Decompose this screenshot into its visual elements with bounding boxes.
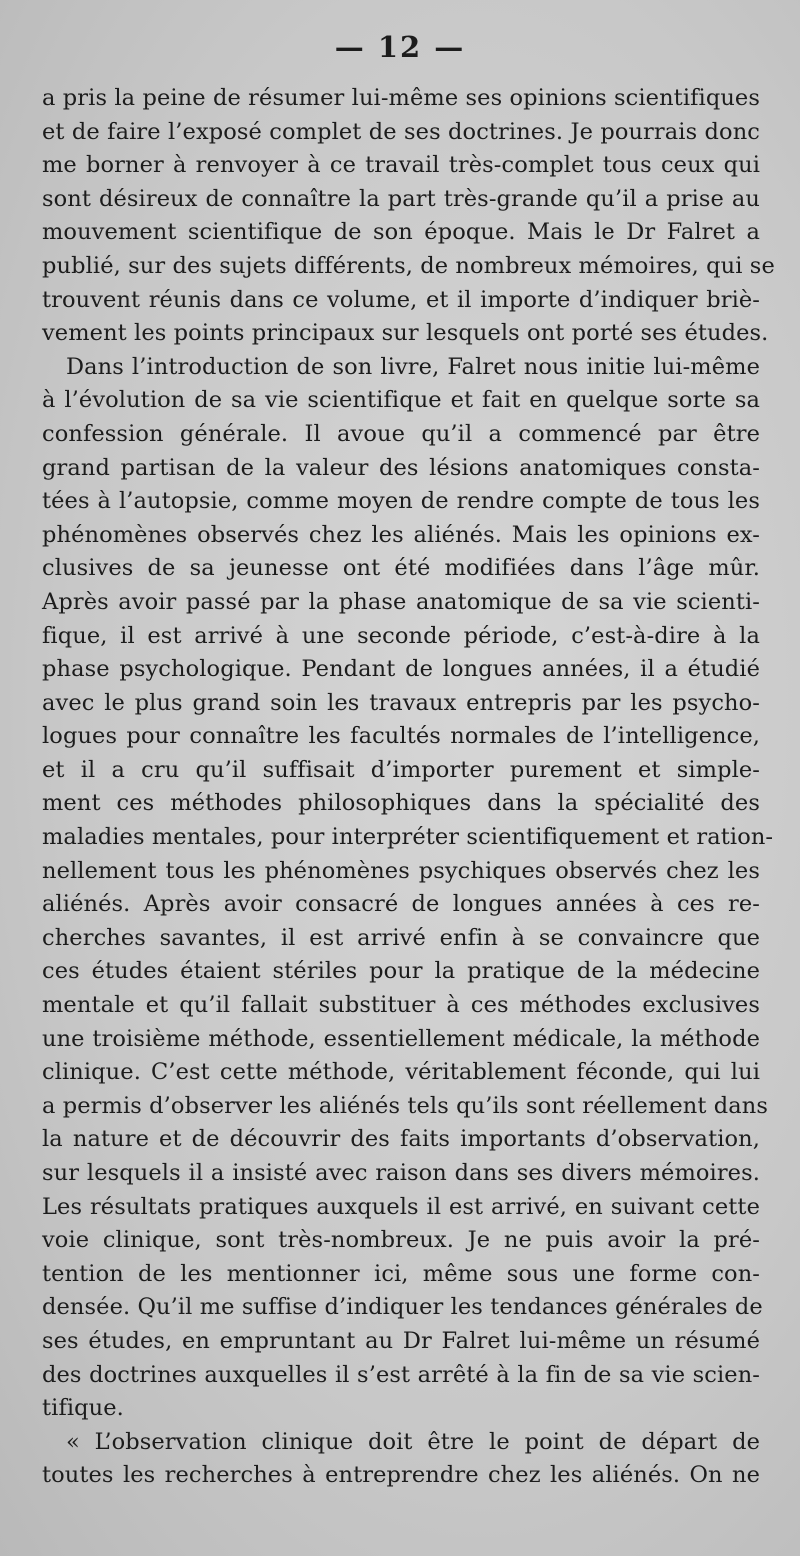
text-line: vement les points principaux sur lesquels ont porté ses études. <box>42 320 769 347</box>
text-line: sont désireux de connaître la part très-grande qu’il a prise au <box>42 185 760 212</box>
text-line: tifique. <box>42 1395 124 1422</box>
text-line: clinique. C’est cette méthode, véritablement féconde, qui lui <box>42 1059 760 1086</box>
text-line: tention de les mentionner ici, même sous une forme con- <box>42 1260 760 1287</box>
text-line: ces études étaient stériles pour la pratique de la médecine <box>42 958 760 985</box>
text-line: a pris la peine de résumer lui-même ses opinions scientifiques <box>42 85 760 111</box>
text-line: Dans l’introduction de son livre, Falret nous initie lui-même <box>66 353 760 380</box>
text-line: nellement tous les phénomènes psychiques observés chez les <box>42 857 760 884</box>
text-line: tées à l’autopsie, comme moyen de rendre compte de tous les <box>42 488 760 515</box>
text-line: fique, il est arrivé à une seconde période, c’est-à-dire à la <box>42 622 760 649</box>
text-line: à l’évolution de sa vie scientifique et fait en quelque sorte sa <box>42 387 760 414</box>
text-line: des doctrines auxquelles il s’est arrêté à la fin de sa vie scien- <box>42 1361 760 1388</box>
text-line: aliénés. Après avoir consacré de longues années à ces re- <box>42 891 760 918</box>
text-line: cherches savantes, il est arrivé enfin à se convaincre que <box>42 924 760 951</box>
text-line: publié, sur des sujets différents, de nombreux mémoires, qui se <box>42 252 775 279</box>
text-line: densée. Qu’il me suffise d’indiquer les tendances générales de <box>42 1294 763 1321</box>
text-line: confession générale. Il avoue qu’il a commencé par être <box>42 420 760 447</box>
text-line: ment ces méthodes philosophiques dans la spécialité des <box>42 790 760 817</box>
text-line: et il a cru qu’il suffisait d’importer purement et simple- <box>42 756 760 783</box>
text-line: phénomènes observés chez les aliénés. Mais les opinions ex- <box>42 521 760 548</box>
text-line: et de faire l’exposé complet de ses doctrines. Je pourrais donc <box>42 118 760 145</box>
text-line: mouvement scientifique de son époque. Mais le Dr Falret a <box>42 219 760 246</box>
text-line: me borner à renvoyer à ce travail très-complet tous ceux qui <box>42 152 760 179</box>
text-line: mentale et qu’il fallait substituer à ces méthodes exclusives <box>42 992 760 1019</box>
text-line: Les résultats pratiques auxquels il est arrivé, en suivant cette <box>42 1193 760 1220</box>
text-line: ses études, en empruntant au Dr Falret lui-même un résumé <box>42 1327 760 1354</box>
text-line: Après avoir passé par la phase anatomique de sa vie scienti- <box>42 588 760 615</box>
text-line: avec le plus grand soin les travaux entrepris par les psycho- <box>42 689 760 716</box>
text-line: sur lesquels il a insisté avec raison dans ses divers mémoires. <box>42 1160 760 1186</box>
text-line: une troisième méthode, essentiellement médicale, la méthode <box>42 1025 760 1052</box>
page-number: — 12 — <box>334 30 466 64</box>
text-line: la nature et de découvrir des faits importants d’observation, <box>42 1126 760 1153</box>
text-line: logues pour connaître les facultés normales de l’intelligence, <box>42 723 760 750</box>
text-line: trouvent réunis dans ce volume, et il importe d’indiquer briè- <box>42 286 760 313</box>
text-line: phase psychologique. Pendant de longues années, il a étudié <box>42 656 760 683</box>
text-line: maladies mentales, pour interpréter scientifiquement et ration- <box>42 824 774 851</box>
text-line: toutes les recherches à entreprendre chez les aliénés. On ne <box>42 1462 760 1489</box>
text-line: voie clinique, sont très-nombreux. Je ne puis avoir la pré- <box>42 1227 760 1254</box>
text-line: grand partisan de la valeur des lésions anatomiques consta- <box>42 454 760 481</box>
body-text <box>42 82 775 1493</box>
text-line: « L’observation clinique doit être le point de départ de <box>66 1428 760 1455</box>
text-line: clusives de sa jeunesse ont été modifiées dans l’âge mûr. <box>42 555 760 582</box>
text-line: a permis d’observer les aliénés tels qu’ils sont réellement dans <box>42 1092 769 1119</box>
